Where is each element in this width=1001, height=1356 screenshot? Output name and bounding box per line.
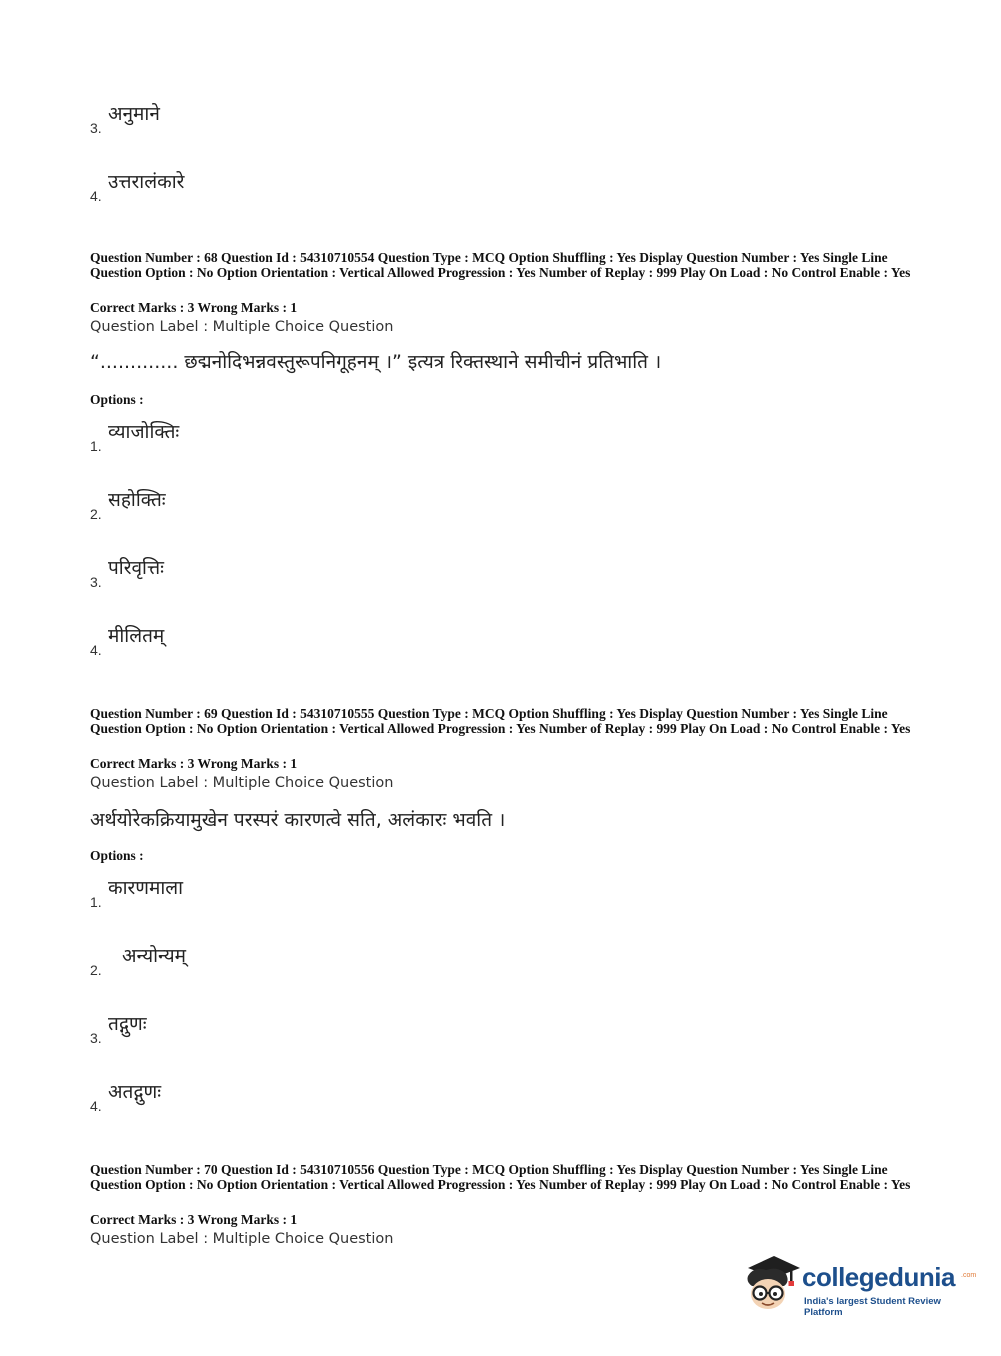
option-text: अन्योन्यम् bbox=[122, 945, 187, 967]
option-number: 4. bbox=[90, 642, 102, 658]
brand-name: collegedunia bbox=[802, 1262, 955, 1292]
collegedunia-logo bbox=[742, 1250, 977, 1320]
option-text: अतद्गुणः bbox=[108, 1081, 162, 1103]
question-68-marks: Correct Marks : 3 Wrong Marks : 1 bbox=[90, 300, 298, 315]
option-number: 4. bbox=[90, 1098, 102, 1114]
option-text: सहोक्तिः bbox=[108, 489, 166, 511]
option-number: 1. bbox=[90, 894, 102, 910]
option-number: 1. bbox=[90, 438, 102, 454]
question-68-text: “............. छद्मनोदिभन्नवस्तुरूपनिगूहनम् ।” इत्यत्र रिक्तस्थाने समीचीनं प्रतिभाति । bbox=[90, 351, 662, 373]
option-text: कारणमाला bbox=[108, 877, 184, 899]
option-number: 3. bbox=[90, 574, 102, 590]
option-number: 4. bbox=[90, 188, 102, 204]
question-69-label: Question Label : Multiple Choice Question bbox=[90, 775, 394, 791]
question-69-text: अर्थयोरेकक्रियामुखेन परस्परं कारणत्वे सति, अलंकारः भवति । bbox=[90, 809, 506, 831]
option-text: परिवृत्तिः bbox=[108, 557, 164, 579]
option-text: अनुमाने bbox=[108, 103, 160, 125]
option-text: उत्तरालंकारे bbox=[108, 171, 185, 193]
option-number: 2. bbox=[90, 506, 102, 522]
question-69-options-label: Options : bbox=[90, 848, 144, 863]
question-68-meta: Question Number : 68 Question Id : 54310710554 Question Type : MCQ Option Shuffling : Yes Display Question Number : Yes Single Line Question Option : No Option Orientation : Vertical Allowed Progression : Yes Number of Replay : 999 Play On Load : No Control Enable : Yes bbox=[90, 250, 911, 280]
option-text: मीलितम् bbox=[108, 625, 165, 647]
option-text: व्याजोक्तिः bbox=[108, 421, 180, 443]
option-number: 2. bbox=[90, 962, 102, 978]
brand-tagline: India's largest Student Review Platform bbox=[804, 1296, 941, 1318]
question-70-meta: Question Number : 70 Question Id : 54310710556 Question Type : MCQ Option Shuffling : Yes Display Question Number : Yes Single Line Question Option : No Option Orientation : Vertical Allowed Progression : Yes Number of Replay : 999 Play On Load : No Control Enable : Yes bbox=[90, 1162, 911, 1192]
question-69-meta: Question Number : 69 Question Id : 54310710555 Question Type : MCQ Option Shuffling : Yes Display Question Number : Yes Single Line Question Option : No Option Orientation : Vertical Allowed Progression : Yes Number of Replay : 999 Play On Load : No Control Enable : Yes bbox=[90, 706, 911, 736]
question-70-marks: Correct Marks : 3 Wrong Marks : 1 bbox=[90, 1212, 298, 1227]
question-70-label: Question Label : Multiple Choice Question bbox=[90, 1231, 394, 1247]
option-number: 3. bbox=[90, 1030, 102, 1046]
brand-domain: .com bbox=[961, 1272, 977, 1279]
question-68-label: Question Label : Multiple Choice Question bbox=[90, 319, 394, 335]
option-number: 3. bbox=[90, 120, 102, 136]
question-68-options-label: Options : bbox=[90, 392, 144, 407]
question-69-marks: Correct Marks : 3 Wrong Marks : 1 bbox=[90, 756, 298, 771]
option-text: तद्गुणः bbox=[108, 1013, 147, 1035]
mascot-icon bbox=[742, 1252, 800, 1318]
